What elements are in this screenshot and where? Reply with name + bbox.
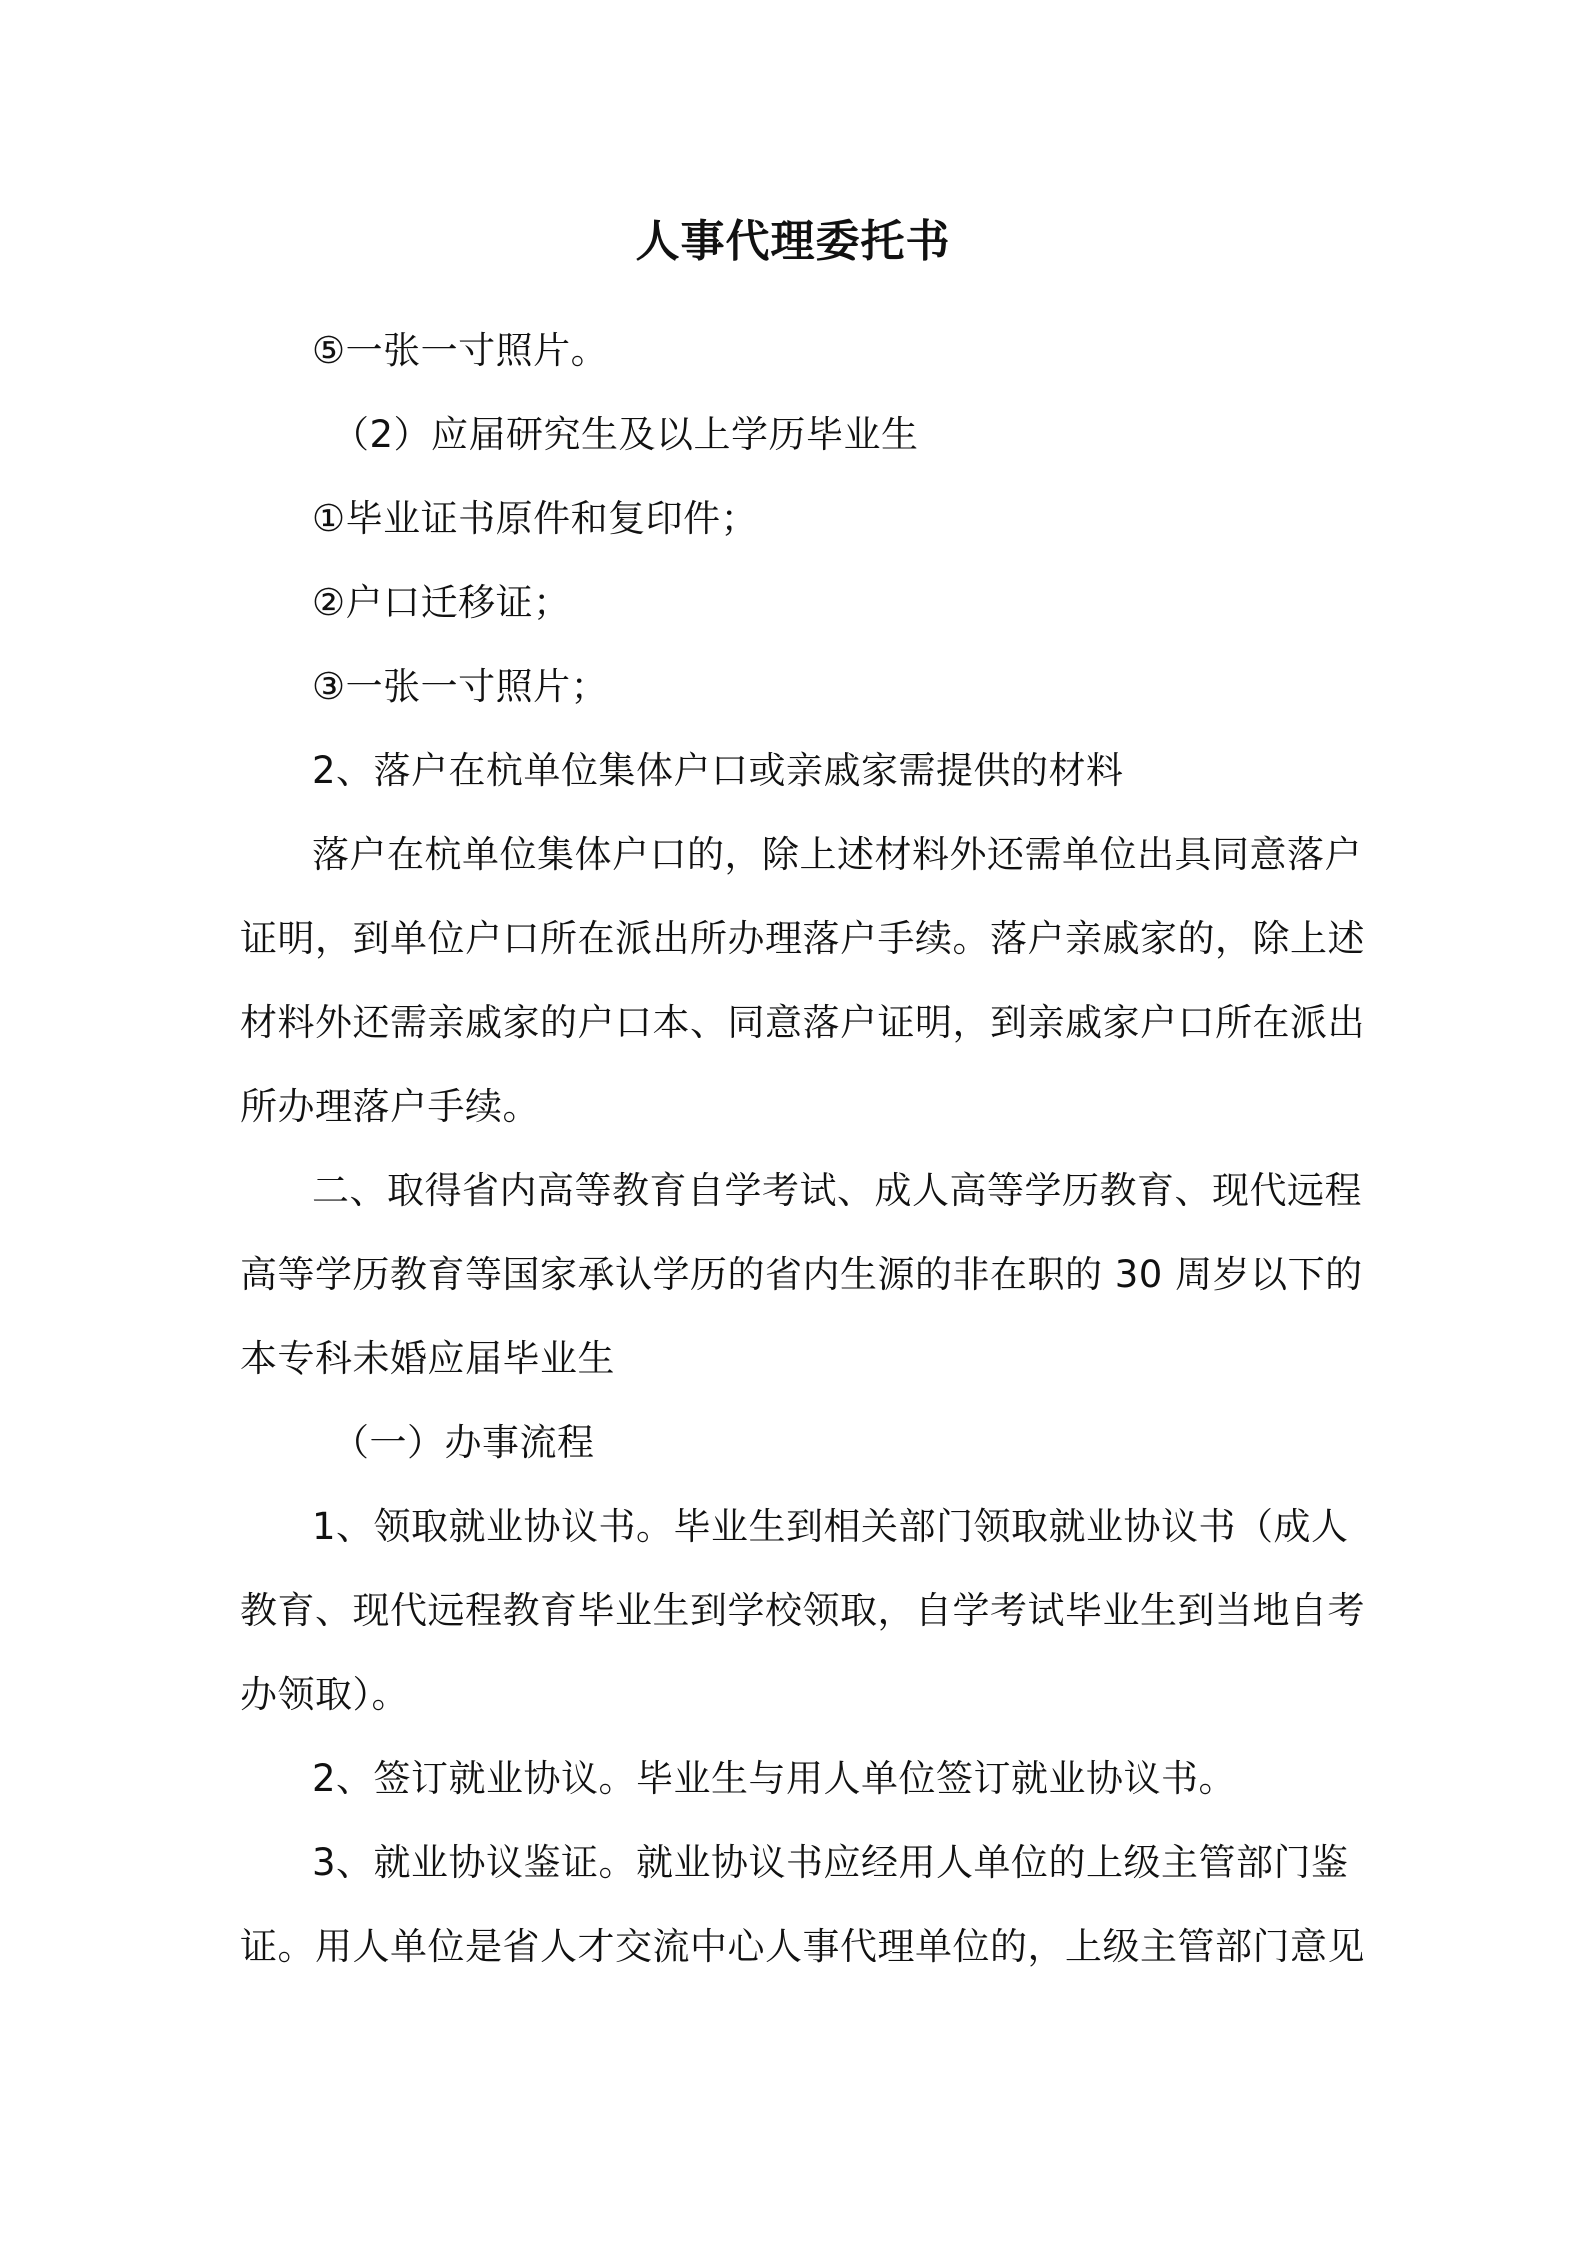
text-line: ①毕业证书原件和复印件； (312, 497, 759, 540)
text-line: 高等学历教育等国家承认学历的省内生源的非在职的 30 周岁以下的 (240, 1253, 1363, 1296)
text-line: ②户口迁移证； (312, 581, 571, 624)
text-line: ③一张一寸照片； (312, 665, 609, 708)
text-line: 材料外还需亲戚家的户口本、同意落户证明，到亲戚家户口所在派出 (240, 1001, 1365, 1044)
text-line: 证。用人单位是省人才交流中心人事代理单位的，上级主管部门意见 (240, 1925, 1365, 1968)
text-line: 落户在杭单位集体户口的，除上述材料外还需单位出具同意落户 (312, 833, 1362, 876)
text-line: 本专科未婚应届毕业生 (240, 1337, 615, 1380)
text-line: 2、签订就业协议。毕业生与用人单位签订就业协议书。 (312, 1757, 1237, 1800)
text-line: 1、领取就业协议书。毕业生到相关部门领取就业协议书（成人 (312, 1505, 1349, 1548)
text-line: 3、就业协议鉴证。就业协议书应经用人单位的上级主管部门鉴 (312, 1841, 1349, 1884)
text-line: ⑤一张一寸照片。 (312, 329, 609, 372)
document-title: 人事代理委托书 (635, 216, 951, 267)
text-line: （一）办事流程 (332, 1421, 595, 1464)
text-line: 证明，到单位户口所在派出所办理落户手续。落户亲戚家的，除上述 (240, 917, 1365, 960)
text-line: 办领取）。 (240, 1673, 409, 1716)
text-line: 教育、现代远程教育毕业生到学校领取，自学考试毕业生到当地自考 (240, 1589, 1365, 1632)
text-line: 所办理落户手续。 (240, 1085, 540, 1128)
text-line: 2、落户在杭单位集体户口或亲戚家需提供的材料 (312, 749, 1124, 792)
text-line: 二、取得省内高等教育自学考试、成人高等学历教育、现代远程 (312, 1169, 1362, 1212)
text-line: （2）应届研究生及以上学历毕业生 (332, 413, 919, 456)
